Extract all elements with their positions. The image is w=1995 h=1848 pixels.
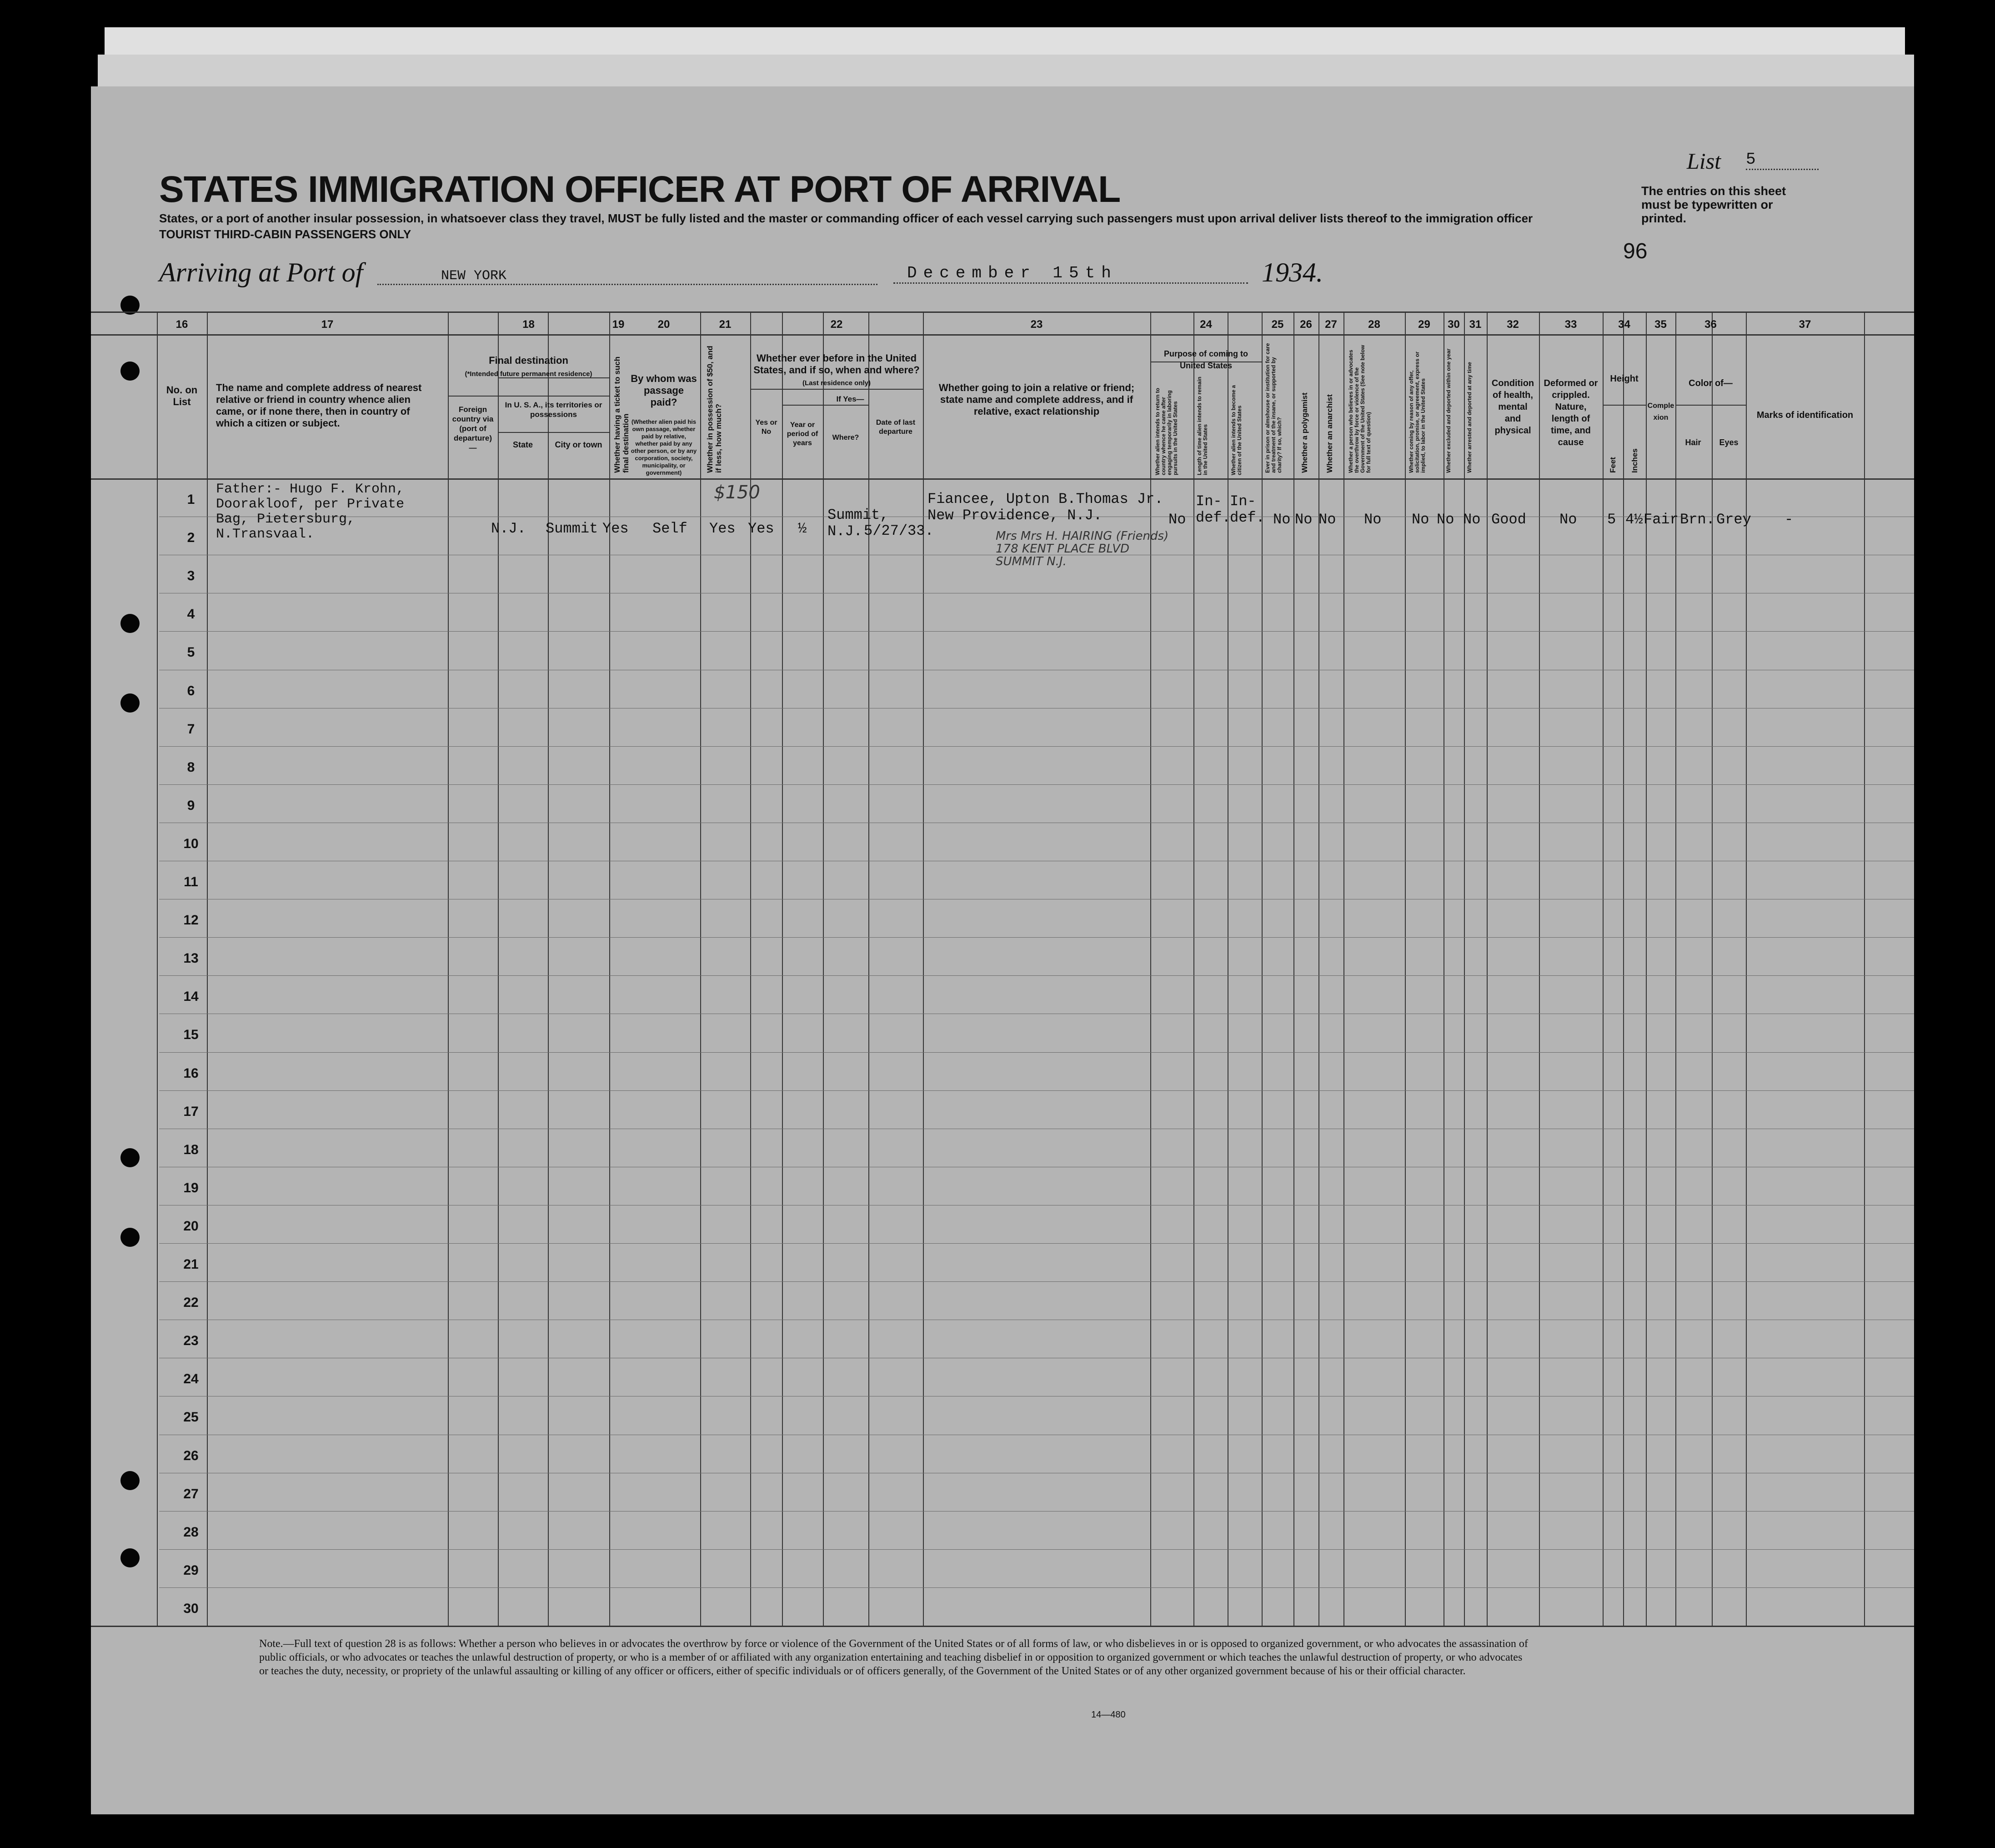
- date-value: December 15th: [893, 264, 1248, 284]
- list-number: 5: [1746, 150, 1819, 170]
- join-relative-value: Fiancee, Upton B.Thomas Jr. New Providence, N.J.: [927, 491, 1163, 524]
- final-destination-header: Final destination: [489, 355, 568, 366]
- city-value: Summit: [546, 520, 598, 537]
- passenger-class-line: TOURIST THIRD-CABIN PASSENGERS ONLY: [159, 227, 411, 241]
- row-line: [159, 1549, 1914, 1550]
- row-line: [159, 1281, 1914, 1282]
- table-top-rule: [91, 311, 1914, 313]
- hair-header: Hair: [1685, 438, 1701, 447]
- last-departure-value: 5/27/33.: [864, 522, 934, 539]
- row-line: [159, 1090, 1914, 1091]
- eyes-value: Grey: [1716, 511, 1751, 528]
- nearest-relative-header: The name and complete address of nearest relative or friend in country whence alien came, or if none there, then in country of which a citizen or subject.: [216, 382, 422, 429]
- row-number: 26: [183, 1448, 199, 1463]
- column-number: 25: [1271, 318, 1284, 331]
- overthrow-header: Whether a person who believes in or advocates the overthrow by force or violence of the Government of the United States (See note below for full text of question): [1348, 345, 1372, 473]
- no-on-list-header: No. on List: [166, 384, 198, 407]
- passage-value: Self: [652, 520, 687, 537]
- anarchist-value: No: [1318, 511, 1336, 528]
- ever-before-note: (Last residence only): [802, 379, 871, 387]
- row-number: 8: [187, 759, 195, 775]
- row-line: [159, 631, 1914, 632]
- row-line: [159, 937, 1914, 938]
- footnote: Note.—Full text of question 28 is as follows: Whether a person who believes in or advocates the overthrow by force or violence of the Government of the United States or of all forms of law, or who disbelieves in or is opposed to organized government, or who advocates the assassination of public officials, or who advocates or teaches the unlawful destruction of property, or who is a member of or affiliated with any organization entertaining and teaching disbelief in or opposition to organized government or which teaches the unlawful destruction of property, or who advocates or teaches the duty, necessity, or propriety of the unlawful assaulting or killing of any officer or officers, either of specific individuals or of officers generally, of the Government of the United States or of any other organized government because of his or their official character.: [259, 1638, 1528, 1677]
- possession-50-header: Whether in possession of $50, and if less, how much?: [706, 346, 723, 473]
- row-line: [159, 975, 1914, 976]
- purpose-citizen-header: Whether alien intends to become a citizen of the United States: [1230, 385, 1243, 475]
- row-number: 11: [184, 874, 198, 889]
- row-number: 5: [187, 645, 195, 660]
- row-line: [159, 784, 1914, 785]
- year-period-header: Year or period of years: [787, 421, 818, 447]
- manifest-sheet: [91, 86, 1914, 1814]
- row-line: [159, 1511, 1914, 1512]
- stamp-number: 96: [1623, 239, 1648, 263]
- inches-value: 4½: [1625, 511, 1643, 528]
- where-value: Summit, N.J.: [827, 507, 889, 540]
- row-number: 2: [187, 530, 195, 546]
- row-number: 23: [183, 1333, 199, 1349]
- ticket-value: Yes: [602, 520, 629, 537]
- column-number: 23: [1030, 318, 1043, 331]
- row-number: 25: [183, 1410, 199, 1425]
- form-number: 14—480: [1091, 1710, 1126, 1720]
- column-number: 19: [612, 318, 625, 331]
- row-number: 21: [183, 1257, 199, 1272]
- passage-paid-header: By whom was passage paid?: [631, 373, 697, 408]
- list-label: List: [1687, 148, 1721, 174]
- state-value: N.J.: [491, 520, 526, 537]
- row-number: 28: [183, 1524, 199, 1540]
- health-header: Condition of health, mental and physical: [1491, 378, 1534, 436]
- column-number: 16: [175, 318, 188, 331]
- row-number: 17: [183, 1104, 199, 1119]
- color-header: Color of—: [1689, 378, 1733, 388]
- port-value: NEW YORK: [377, 268, 877, 285]
- row-number: 16: [183, 1065, 199, 1081]
- citizen-value: In- def.: [1230, 493, 1265, 526]
- handwritten-address-note: Mrs Mrs H. HAIRING (Friends) 178 KENT PLACE BLVD SUMMIT N.J.: [996, 529, 1169, 568]
- deported-value: No: [1463, 511, 1481, 528]
- row-line: [159, 1587, 1914, 1588]
- feet-value: 5: [1607, 511, 1616, 528]
- table-bottom-rule: [91, 1626, 1914, 1627]
- column-number: 34: [1618, 318, 1630, 331]
- passage-paid-note: (Whether alien paid his own passage, whether paid by relative, whether paid by any other person, or by any corporation, society, municipality, or government): [631, 418, 697, 476]
- row-number: 27: [183, 1486, 199, 1502]
- deformed-value: No: [1559, 511, 1577, 528]
- before-value: Yes: [748, 520, 774, 537]
- state-header: State: [512, 440, 533, 449]
- colnum-rule: [91, 334, 1914, 336]
- health-value: Good: [1491, 511, 1526, 528]
- column-number: 18: [522, 318, 535, 331]
- last-departure-header: Date of last departure: [876, 419, 916, 436]
- page-title: STATES IMMIGRATION OFFICER AT PORT OF ARRIVAL: [159, 169, 1121, 210]
- row-number: 1: [187, 492, 195, 507]
- polygamist-header: Whether a polygamist: [1300, 392, 1309, 473]
- manifest-table: [91, 86, 1914, 1814]
- column-number: 33: [1564, 318, 1577, 331]
- column-number: 28: [1368, 318, 1380, 331]
- row-line: [159, 1243, 1914, 1244]
- labor-offer-header: Whether coming by reason of any offer, solicitation, promise, or agreement, express or implied, to labor in the United States: [1408, 352, 1426, 473]
- column-number: 21: [719, 318, 732, 331]
- deformed-header: Deformed or crippled. Nature, length of time, and cause: [1544, 378, 1598, 447]
- row-number: 14: [183, 989, 199, 1004]
- complexion-header: Complexion: [1647, 402, 1674, 422]
- column-number: 32: [1507, 318, 1519, 331]
- length-value: In- def.: [1196, 493, 1231, 526]
- polygamist-value: No: [1295, 511, 1313, 528]
- row-number: 10: [183, 836, 199, 851]
- eyes-header: Eyes: [1719, 438, 1739, 447]
- column-number: 36: [1704, 318, 1717, 331]
- column-number: 35: [1654, 318, 1667, 331]
- identification-header: Marks of identification: [1756, 410, 1854, 420]
- complexion-value: Fair: [1644, 511, 1679, 528]
- row-number: 19: [183, 1180, 199, 1195]
- year-value: 1934.: [1262, 257, 1323, 287]
- years-value: ½: [798, 520, 807, 537]
- column-number: 20: [657, 318, 670, 331]
- ticket-header: Whether having a ticket to such final destination: [613, 357, 630, 473]
- row-number: 4: [187, 607, 195, 622]
- final-destination-note: (*Intended future permanent residence): [465, 370, 592, 378]
- column-number: 24: [1200, 318, 1212, 331]
- purpose-header: Purpose of coming to United States: [1163, 349, 1248, 370]
- excluded-header: Whether excluded and deported within one year: [1445, 348, 1452, 473]
- row-number: 15: [183, 1027, 199, 1043]
- yes-no-header: Yes or No: [755, 419, 777, 436]
- column-number: 22: [830, 318, 843, 331]
- foreign-country-header: Foreign country via (port of departure)—: [452, 405, 494, 452]
- column-number: 31: [1469, 318, 1482, 331]
- prison-header: Ever in prison or almshouse or institution for care and treatment of the insane, or supported by charity? If so, which?: [1264, 343, 1283, 473]
- column-number: 27: [1325, 318, 1337, 331]
- column-number: 26: [1300, 318, 1312, 331]
- column-number: 29: [1418, 318, 1430, 331]
- purpose-length-header: Length of time alien intends to remain in the United States: [1196, 377, 1208, 475]
- return-value: No: [1168, 511, 1186, 528]
- column-number: 37: [1799, 318, 1811, 331]
- marks-value: -: [1784, 511, 1794, 528]
- row-number: 20: [183, 1218, 199, 1234]
- overthrow-value: No: [1364, 511, 1382, 528]
- row-number: 24: [183, 1371, 199, 1387]
- hair-value: Brn.: [1680, 511, 1715, 528]
- excluded-value: No: [1437, 511, 1454, 528]
- row-number: 30: [183, 1601, 199, 1616]
- column-number: 30: [1448, 318, 1460, 331]
- inches-header: Inches: [1630, 448, 1639, 473]
- arriving-label: Arriving at Port of: [159, 257, 363, 287]
- labor-value: No: [1412, 511, 1429, 528]
- ever-before-header: Whether ever before in the United States, and if so, when and where?: [753, 352, 920, 376]
- row-number: 6: [187, 683, 195, 698]
- anarchist-header: Whether an anarchist: [1325, 394, 1334, 473]
- height-header: Height: [1610, 374, 1639, 384]
- usa-header: In U. S. A., its territories or possessions: [505, 401, 602, 419]
- where-header: Where?: [832, 434, 859, 442]
- row-number: 7: [187, 721, 195, 737]
- nearest-relative-value: Father:- Hugo F. Krohn, Doorakloof, per Private Bag, Pietersburg, N.Transvaal.: [216, 482, 405, 542]
- row-line: [159, 746, 1914, 747]
- row-number: 13: [183, 951, 199, 966]
- row-number: 29: [183, 1562, 199, 1578]
- row-number: 3: [187, 568, 195, 584]
- handwritten-money-note: $150: [714, 482, 760, 503]
- header-bottom-rule: [91, 478, 1914, 480]
- prison-value: No: [1273, 511, 1291, 528]
- row-number: 22: [183, 1295, 199, 1311]
- join-relative-header: Whether going to join a relative or friend; state name and complete address, and if relative, exact relationship: [938, 382, 1135, 417]
- instruction-line: States, or a port of another insular possession, in whatsoever class they travel, MUST be fully listed and the master or commanding officer of each vessel carrying such passengers must upon arrival deliver lists thereof to the immigration officer: [159, 211, 1533, 225]
- row-line: [159, 1052, 1914, 1053]
- row-number: 12: [183, 913, 199, 928]
- row-number: 9: [187, 798, 195, 813]
- deported-header: Whether arrested and deported at any time: [1466, 362, 1473, 473]
- money-value: Yes: [709, 520, 736, 537]
- row-number: 18: [183, 1142, 199, 1157]
- if-yes-header: If Yes—: [836, 395, 864, 403]
- purpose-return-header: Whether alien intends to return to country whence he came after engaging temporarily in laboring pursuits in the United States: [1154, 387, 1178, 475]
- city-header: City or town: [555, 440, 602, 449]
- entries-note: The entries on this sheet must be typewritten or printed.: [1641, 184, 1786, 225]
- column-number: 17: [321, 318, 334, 331]
- feet-header: Feet: [1609, 457, 1617, 473]
